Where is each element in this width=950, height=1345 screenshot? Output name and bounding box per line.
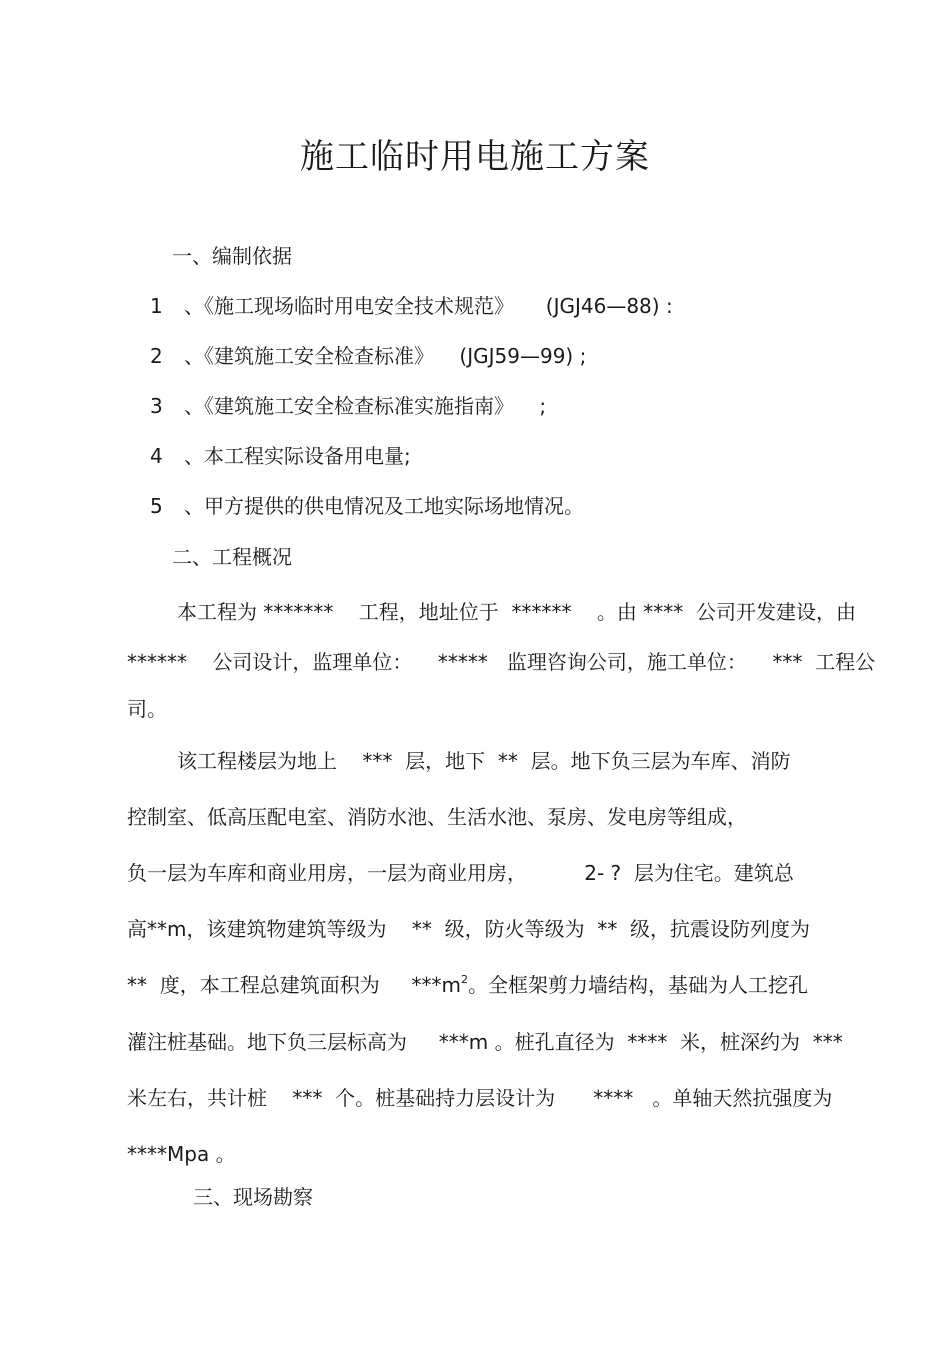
section-heading-overview: 二、工程概况 bbox=[172, 545, 292, 569]
list-item-text: 、本工程实际设备用电量; bbox=[184, 444, 411, 468]
paragraph-line: 米左右，共计桩 *** 个。桩基础持力层设计为 **** 。单轴天然抗强度为 bbox=[127, 1086, 833, 1110]
paragraph-line: ****Mpa 。 bbox=[127, 1142, 236, 1166]
paragraph-line: ****** 公司设计，监理单位： ***** 监理咨询公司，施工单位： *** 工程公 bbox=[127, 650, 876, 674]
paragraph-line: 负一层为车库和商业用房，一层为商业用房， 2- ? 层为住宅。建筑总 bbox=[127, 861, 794, 885]
paragraph-line bbox=[127, 970, 808, 1000]
paragraph-line: 灌注桩基础。地下负三层标高为 ***m 。桩孔直径为 **** 米，桩深约为 *** bbox=[127, 1030, 843, 1054]
list-item-number: 3 bbox=[150, 394, 163, 418]
paragraph-line: 控制室、低高压配电室、消防水池、生活水池、泵房、发电房等组成， bbox=[127, 805, 747, 829]
list-item bbox=[150, 491, 584, 521]
paragraph-line: 该工程楼层为地上 *** 层，地下 ** 层。地下负三层为车库、消防 bbox=[177, 749, 791, 773]
list-item-text: 、《建筑施工安全检查标准实施指南》 ; bbox=[184, 394, 547, 418]
list-item-number: 5 bbox=[150, 494, 163, 518]
paragraph-line: 高**m，该建筑物建筑等级为 ** 级，防火等级为 ** 级，抗震设防列度为 bbox=[127, 917, 811, 941]
list-item bbox=[150, 291, 673, 321]
document-title: 施工临时用电施工方案 bbox=[300, 137, 650, 177]
list-item-text: 、甲方提供的供电情况及工地实际场地情况。 bbox=[184, 494, 584, 518]
list-item-text: 、《建筑施工安全检查标准》 (JGJ59—99) ; bbox=[184, 344, 587, 368]
list-item-number: 1 bbox=[150, 294, 163, 318]
list-item bbox=[150, 391, 546, 421]
list-item-text: 、《施工现场临时用电安全技术规范》 (JGJ46—88) : bbox=[184, 294, 673, 318]
list-item bbox=[150, 341, 586, 371]
list-item bbox=[150, 441, 411, 471]
structure-text: 。全框架剪力墙结构，基础为人工挖孔 bbox=[467, 973, 808, 997]
section-heading-basis: 一、编制依据 bbox=[172, 244, 292, 268]
paragraph-line: 司。 bbox=[127, 697, 167, 721]
area-text: ** 度，本工程总建筑面积为 ***m bbox=[127, 973, 461, 997]
section-heading-survey: 三、现场勘察 bbox=[193, 1185, 313, 1209]
superscript-square: 2 bbox=[460, 973, 468, 986]
paragraph-line: 本工程为 ******* 工程，地址位于 ****** 。由 **** 公司开发建设，由 bbox=[177, 600, 857, 624]
list-item-number: 4 bbox=[150, 444, 163, 468]
list-item-number: 2 bbox=[150, 344, 163, 368]
